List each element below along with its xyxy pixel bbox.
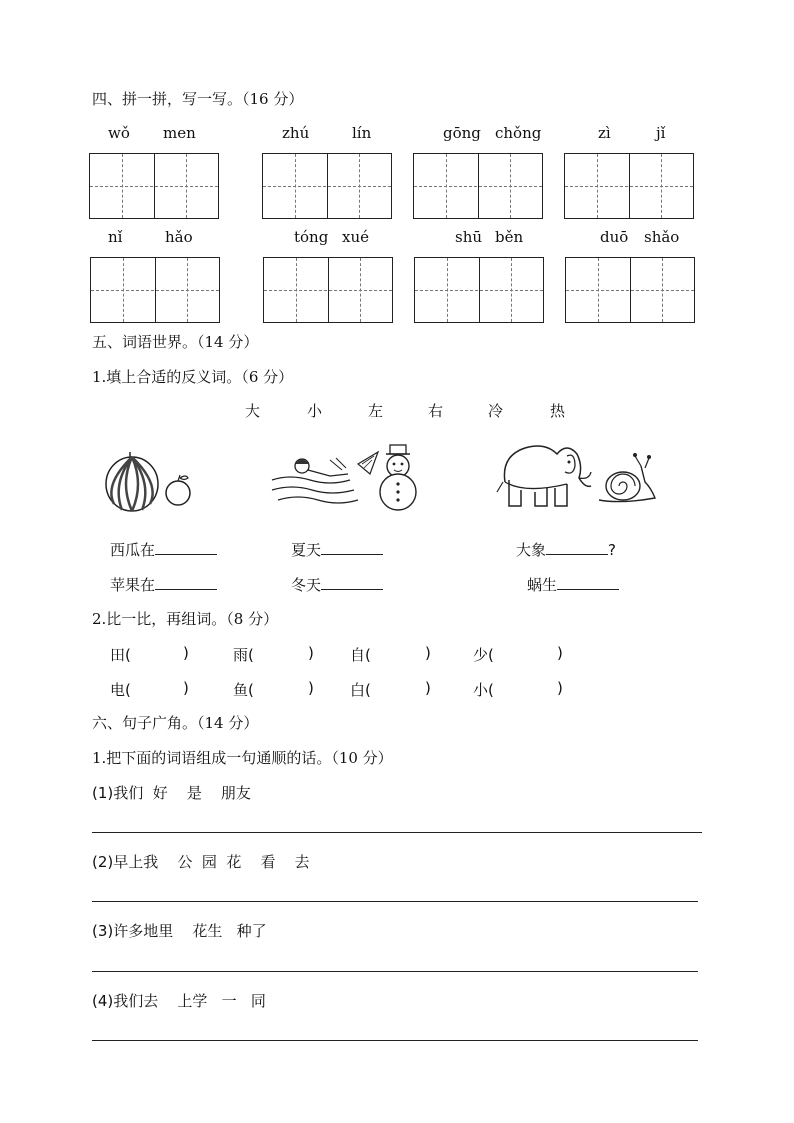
compare-item: 鱼( <box>233 681 254 699</box>
pinyin: shū <box>455 228 483 246</box>
word: 大 <box>245 402 261 420</box>
compare-item: 雨( <box>233 646 254 664</box>
pinyin: nǐ <box>108 228 123 246</box>
compare-item: 电( <box>110 681 131 699</box>
section5-title: 五、词语世界。（14 分） <box>92 333 259 351</box>
word: 冷 <box>488 402 504 420</box>
paren-close: ) <box>425 644 431 662</box>
paren-close: ) <box>308 679 314 697</box>
answer-blank[interactable] <box>155 588 217 590</box>
writing-grid[interactable] <box>263 257 393 323</box>
paren-close: ) <box>183 679 189 697</box>
word: 右 <box>428 402 444 420</box>
pinyin: men <box>163 124 196 142</box>
pinyin: lín <box>352 124 372 142</box>
pinyin: chǒng <box>495 124 542 142</box>
section4-title: 四、拼一拼，写一写。（16 分） <box>92 90 304 108</box>
pinyin: běn <box>495 228 524 246</box>
answer-line[interactable] <box>92 971 698 972</box>
compare-item: 少( <box>473 646 494 664</box>
word: 小 <box>307 402 323 420</box>
fill-item: 大象 ? <box>516 541 616 559</box>
pinyin: tóng <box>294 228 329 246</box>
answer-line[interactable] <box>92 901 698 902</box>
writing-grid[interactable] <box>565 257 695 323</box>
pinyin: zhú <box>282 124 310 142</box>
pinyin: gōng <box>443 124 481 142</box>
swimmer-snowman-illustration <box>270 440 430 512</box>
paren-close: ) <box>183 644 189 662</box>
pinyin: duō <box>600 228 629 246</box>
fill-item: 蜗生 <box>527 574 619 595</box>
sentence-prompt: (1)我们 好 是 朋友 <box>92 784 251 802</box>
pinyin: shǎo <box>644 228 680 246</box>
paren-close: ) <box>308 644 314 662</box>
section6-title: 六、句子广角。（14 分） <box>92 714 259 732</box>
answer-blank[interactable] <box>557 588 619 590</box>
writing-grid[interactable] <box>413 153 543 219</box>
q1-title: 1.把下面的词语组成一句通顺的话。（10 分） <box>92 749 393 767</box>
paren-close: ) <box>557 679 563 697</box>
compare-item: 田( <box>110 646 131 664</box>
answer-blank[interactable] <box>546 553 608 555</box>
writing-grid[interactable] <box>89 153 219 219</box>
pinyin: zì <box>598 124 611 142</box>
elephant-snail-illustration <box>495 432 665 514</box>
fill-item: 苹果在 <box>110 574 217 595</box>
answer-blank[interactable] <box>321 588 383 590</box>
sentence-prompt: (2)早上我 公 园 花 看 去 <box>92 853 310 871</box>
pinyin: hǎo <box>165 228 193 246</box>
compare-item: 小( <box>473 681 494 699</box>
fill-item: 西瓜在 <box>110 539 217 560</box>
q2-title: 2.比一比，再组词。（8 分） <box>92 610 279 628</box>
answer-blank[interactable] <box>155 553 217 555</box>
writing-grid[interactable] <box>564 153 694 219</box>
writing-grid[interactable] <box>262 153 392 219</box>
pinyin: xué <box>342 228 369 246</box>
fill-item: 冬天 <box>291 574 383 595</box>
paren-close: ) <box>425 679 431 697</box>
pinyin: wǒ <box>108 124 130 142</box>
compare-item: 白( <box>350 681 371 699</box>
pinyin: jǐ <box>656 124 666 142</box>
writing-grid[interactable] <box>414 257 544 323</box>
word: 热 <box>550 402 566 420</box>
watermelon-apple-illustration <box>100 448 200 514</box>
sentence-prompt: (4)我们去 上学 一 同 <box>92 992 266 1010</box>
fill-item: 夏天 <box>291 539 383 560</box>
paren-close: ) <box>557 644 563 662</box>
word: 左 <box>368 402 384 420</box>
sentence-prompt: (3)许多地里 花生 种了 <box>92 922 267 940</box>
q1-title: 1.填上合适的反义词。（6 分） <box>92 368 294 386</box>
answer-line[interactable] <box>92 1040 698 1041</box>
compare-item: 自( <box>350 646 371 664</box>
answer-blank[interactable] <box>321 553 383 555</box>
writing-grid[interactable] <box>90 257 220 323</box>
answer-line[interactable] <box>92 832 702 833</box>
